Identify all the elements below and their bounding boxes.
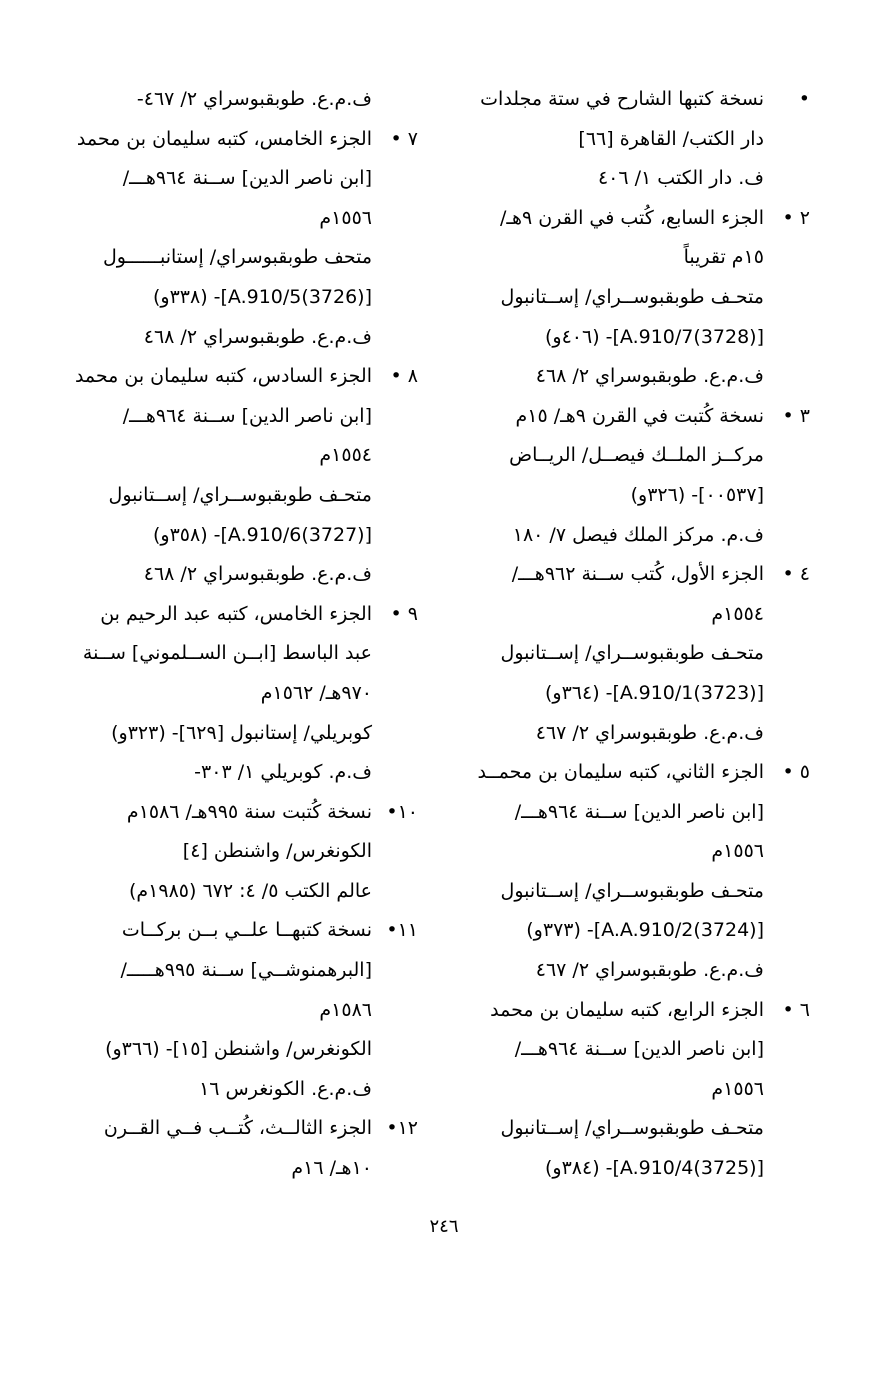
manuscript-entry	[440, 397, 810, 555]
entry-line: ١٥٥٤م	[711, 602, 764, 625]
entry-line: [٠٠٥٣٧]- (٣٢٦و)	[630, 483, 764, 506]
entry-line: نسخة كتبها الشارح في ستة مجلدات	[480, 88, 764, 110]
entry-line: ١٥٨٦م	[319, 998, 372, 1021]
entry-line: الجزء السادس، كتبه سليمان بن محمد	[74, 365, 372, 388]
entry-line: متحف طوبقبوسراي/ إستانبــــــول	[102, 246, 372, 269]
entry-line: ف.م.ع. طوبقبوسراي ٢/ ٤٦٧	[535, 959, 764, 982]
entry-line: ١٠هـ/ ١٦م	[291, 1157, 372, 1180]
entry-line: ١٥٥٤م	[319, 444, 372, 467]
entry-line: الجزء الرابع، كتبه سليمان بن محمد	[490, 998, 764, 1021]
entry-marker: ١٢•	[386, 1117, 418, 1140]
entry-line: الجزء الخامس، كتبه سليمان بن محمد	[76, 127, 372, 150]
entry-line: الجزء الخامس، كتبه عبد الرحيم بن	[100, 602, 372, 625]
entry-marker: ٣ •	[782, 404, 810, 427]
entry-line: الجزء الثالــث، كُتــب فــي القــرن	[103, 1117, 372, 1140]
entry-marker: ٨ •	[390, 365, 418, 388]
manuscript-entry	[60, 595, 418, 793]
entry-line: الجزء الثاني، كتبه سليمان بن محمــد	[477, 761, 764, 784]
entry-line: ف. دار الكتب ١/ ٤٠٦	[597, 167, 764, 190]
entry-line: دار الكتب/ القاهرة [٦٦]	[578, 127, 764, 150]
entry-line: [(3728)A.910/7]- (٤٠٦و)	[544, 325, 764, 348]
entry-line: نسخة كتبهــا علــي بــن بركــات	[121, 919, 372, 942]
right-column	[440, 80, 810, 1189]
entry-line: ف.م.ع. طوبقبوسراي ٢/ ٤٦٨	[535, 365, 764, 388]
entry-line: متحـف طوبقبوســراي/ إســتانبول	[500, 642, 764, 665]
entry-line: الجزء الأول، كُتب ســنة ٩٦٢هـــ/	[511, 563, 764, 586]
manuscript-entry	[440, 991, 810, 1189]
entry-line: ١٥٥٦م	[711, 1077, 764, 1100]
entry-line: عالم الكتب ٥/ ٤: ٦٧٢ (١٩٨٥م)	[128, 879, 372, 902]
entry-line: متحـف طوبقبوســراي/ إســتانبول	[500, 1117, 764, 1140]
entry-marker: ٥ •	[782, 761, 810, 784]
entry-line: ف.م. مركز الملك فيصل ٧/ ١٨٠	[512, 523, 764, 546]
entry-line: ١٥٥٦م	[711, 840, 764, 863]
manuscript-entry	[440, 555, 810, 753]
entry-line: [ابن ناصر الدين] ســنة ٩٦٤هـــ/	[514, 800, 764, 823]
entry-line: كوبريلي/ إستانبول [٦٢٩]- (٣٢٣و)	[111, 721, 372, 744]
entry-line: متحـف طوبقبوســراي/ إســتانبول	[500, 285, 764, 308]
entry-line: [ابن ناصر الدين] ســنة ٩٦٤هـــ/	[122, 404, 372, 427]
entry-line: [ابن ناصر الدين] ســنة ٩٦٤هـــ/	[122, 167, 372, 190]
entry-marker: ٩ •	[390, 602, 418, 625]
entry-line: [(3723)A.910/1]- (٣٦٤و)	[544, 681, 764, 704]
entry-line: [(3724)A.A.910/2]- (٣٧٣و)	[526, 919, 764, 942]
entry-line: [البرهمنوشــي] ســنة ٩٩٥هـــــ/	[120, 959, 372, 982]
entry-line: ١٥٥٦م	[319, 206, 372, 229]
left-column	[60, 80, 418, 1189]
entry-line: [(3726)A.910/5]- (٣٣٨و)	[152, 285, 372, 308]
manuscript-entry	[60, 120, 418, 358]
entry-line: الجزء السابع، كُتب في القرن ٩هـ/	[500, 206, 764, 229]
entry-marker: ٧ •	[390, 127, 418, 150]
entry-marker: ٦ •	[782, 998, 810, 1021]
entry-line: ف.م.ع. طوبقبوسراي ٢/ ٤٦٧-	[136, 88, 372, 110]
manuscript-entry	[60, 357, 418, 595]
entry-line: ١٥م تقريباً	[683, 246, 764, 269]
entry-line: [(3727)A.910/6]- (٣٥٨و)	[152, 523, 372, 546]
entry-line: ف.م.ع. طوبقبوسراي ٢/ ٤٦٨	[143, 563, 372, 586]
entry-line: [ابن ناصر الدين] ســنة ٩٦٤هـــ/	[514, 1038, 764, 1061]
manuscript-entry	[60, 80, 418, 120]
entry-line: عبد الباسط [ابــن الســلموني] ســنة	[82, 642, 372, 665]
manuscript-entry	[440, 199, 810, 397]
page-number: ٢٤٦	[429, 1216, 459, 1237]
manuscript-entry	[60, 911, 418, 1109]
entry-line: مركــز الملــك فيصــل/ الريــاض	[509, 444, 764, 467]
manuscript-entry	[440, 753, 810, 991]
entry-marker: •	[798, 88, 810, 110]
entry-line: ف.م. كوبريلي ١/ ٣٠٣-	[194, 761, 372, 784]
entry-line: ٩٧٠هـ/ ١٥٦٢م	[260, 681, 372, 704]
entry-line: ف.م.ع. الكونغرس ١٦	[199, 1077, 372, 1100]
entry-line: [(3725)A.910/4]- (٣٨٤و)	[544, 1157, 764, 1180]
entry-line: متحـف طوبقبوســراي/ إســتانبول	[500, 879, 764, 902]
entry-marker: ١٠•	[386, 800, 418, 823]
manuscript-entry	[440, 80, 810, 199]
entry-marker: ٤ •	[782, 563, 810, 586]
entry-line: ف.م.ع. طوبقبوسراي ٢/ ٤٦٨	[143, 325, 372, 348]
entry-marker: ١١•	[386, 919, 418, 942]
entry-line: ف.م.ع. طوبقبوسراي ٢/ ٤٦٧	[535, 721, 764, 744]
entry-line: الكونغرس/ واشنطن [٤]	[182, 840, 372, 863]
entry-line: نسخة كُتبت سنة ٩٩٥هـ/ ١٥٨٦م	[126, 800, 372, 823]
entry-line: متحـف طوبقبوســراي/ إســتانبول	[108, 483, 372, 506]
entry-line: نسخة كُتبت في القرن ٩هـ/ ١٥م	[515, 404, 764, 427]
manuscript-entry	[60, 1109, 418, 1188]
entry-marker: ٢ •	[782, 206, 810, 229]
manuscript-entry	[60, 793, 418, 912]
entry-line: الكونغرس/ واشنطن [١٥]- (٣٦٦و)	[105, 1038, 372, 1061]
